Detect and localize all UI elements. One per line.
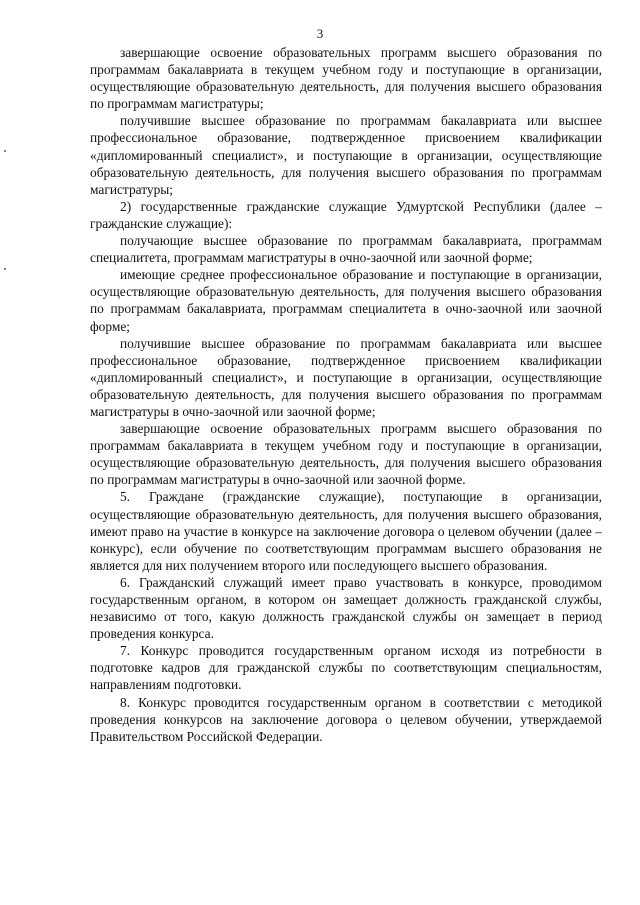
scan-mark [4,268,6,270]
paragraph-civil-servants-secondary: имеющие среднее профессиональное образование и поступающие в организации, осуществляющие образовательную деятельность, для получения высшего образования по программам бакалавриата, программам специалитета в очно-заочной или заочной форме; [90,267,602,334]
paragraph-civil-servants-heading: 2) государственные гражданские служащие Удмуртской Республики (далее – гражданские служащие): [90,198,602,231]
scan-mark [4,150,6,152]
paragraph-bachelor-graduates-masters: получившие высшее образование по программам бакалавриата или высшее профессиональное образование, подтвержденное присвоением квалификации «дипломированный специалист», и поступающие в организации, осуществляющие образовательную деятельность, для получения высшего образования по программам магистратуры; [90,113,602,197]
paragraph-item-6: 6. Гражданский служащий имеет право участвовать в конкурсе, проводимом государственным органом, в котором он замещает должность гражданской службы, независимо от того, какую должность гражданской службы он замещает в период проведения конкурса. [90,574,602,642]
page-number: 3 [316,26,324,41]
paragraph-item-7: 7. Конкурс проводится государственным органом исходя из потребности в подготовке кадров для гражданской службы по соответствующим специальностям, направлениям подготовки. [90,643,602,693]
paragraph-item-5: 5. Граждане (гражданские служащие), поступающие в организации, осуществляющие образовательную деятельность, для получения высшего образования, имеют право на участие в конкурсе на заключение договора о целевом обучении (далее – конкурс), если обучение по соответствующим программам высшего образования не является для них получением второго или последующего высшего образования. [90,489,602,573]
document-body [90,44,602,745]
paragraph-civil-servants-graduating: завершающие освоение образовательных программ высшего образования по программам бакалавриата в текущем учебном году и поступающие в организации, осуществляющие образовательную деятельность, для получения высшего образования по программам магистратуры в очно-заочной или заочной форме. [90,421,602,488]
paragraph-civil-servants-graduates: получившие высшее образование по программам бакалавриата или высшее профессиональное образование, подтвержденное присвоением квалификации «дипломированный специалист», и поступающие в организации, осуществляющие образовательную деятельность, для получения высшего образования по программам магистратуры в очно-заочной или заочной форме; [90,335,602,419]
paragraph-item-8: 8. Конкурс проводится государственным органом в соответствии с методикой проведения конкурсов на заключение договора о целевом обучении, утверждаемой Правительством Российской Федерации. [90,694,602,744]
paragraph-graduating-bachelors: завершающие освоение образовательных программ высшего образования по программам бакалавриата в текущем учебном году и поступающие в организации, осуществляющие образовательную деятельность, для получения высшего образования по программам магистратуры; [90,45,602,112]
paragraph-civil-servants-studying: получающие высшее образование по программам бакалавриата, программам специалитета, программам магистратуры в очно-заочной или заочной форме; [90,233,602,266]
